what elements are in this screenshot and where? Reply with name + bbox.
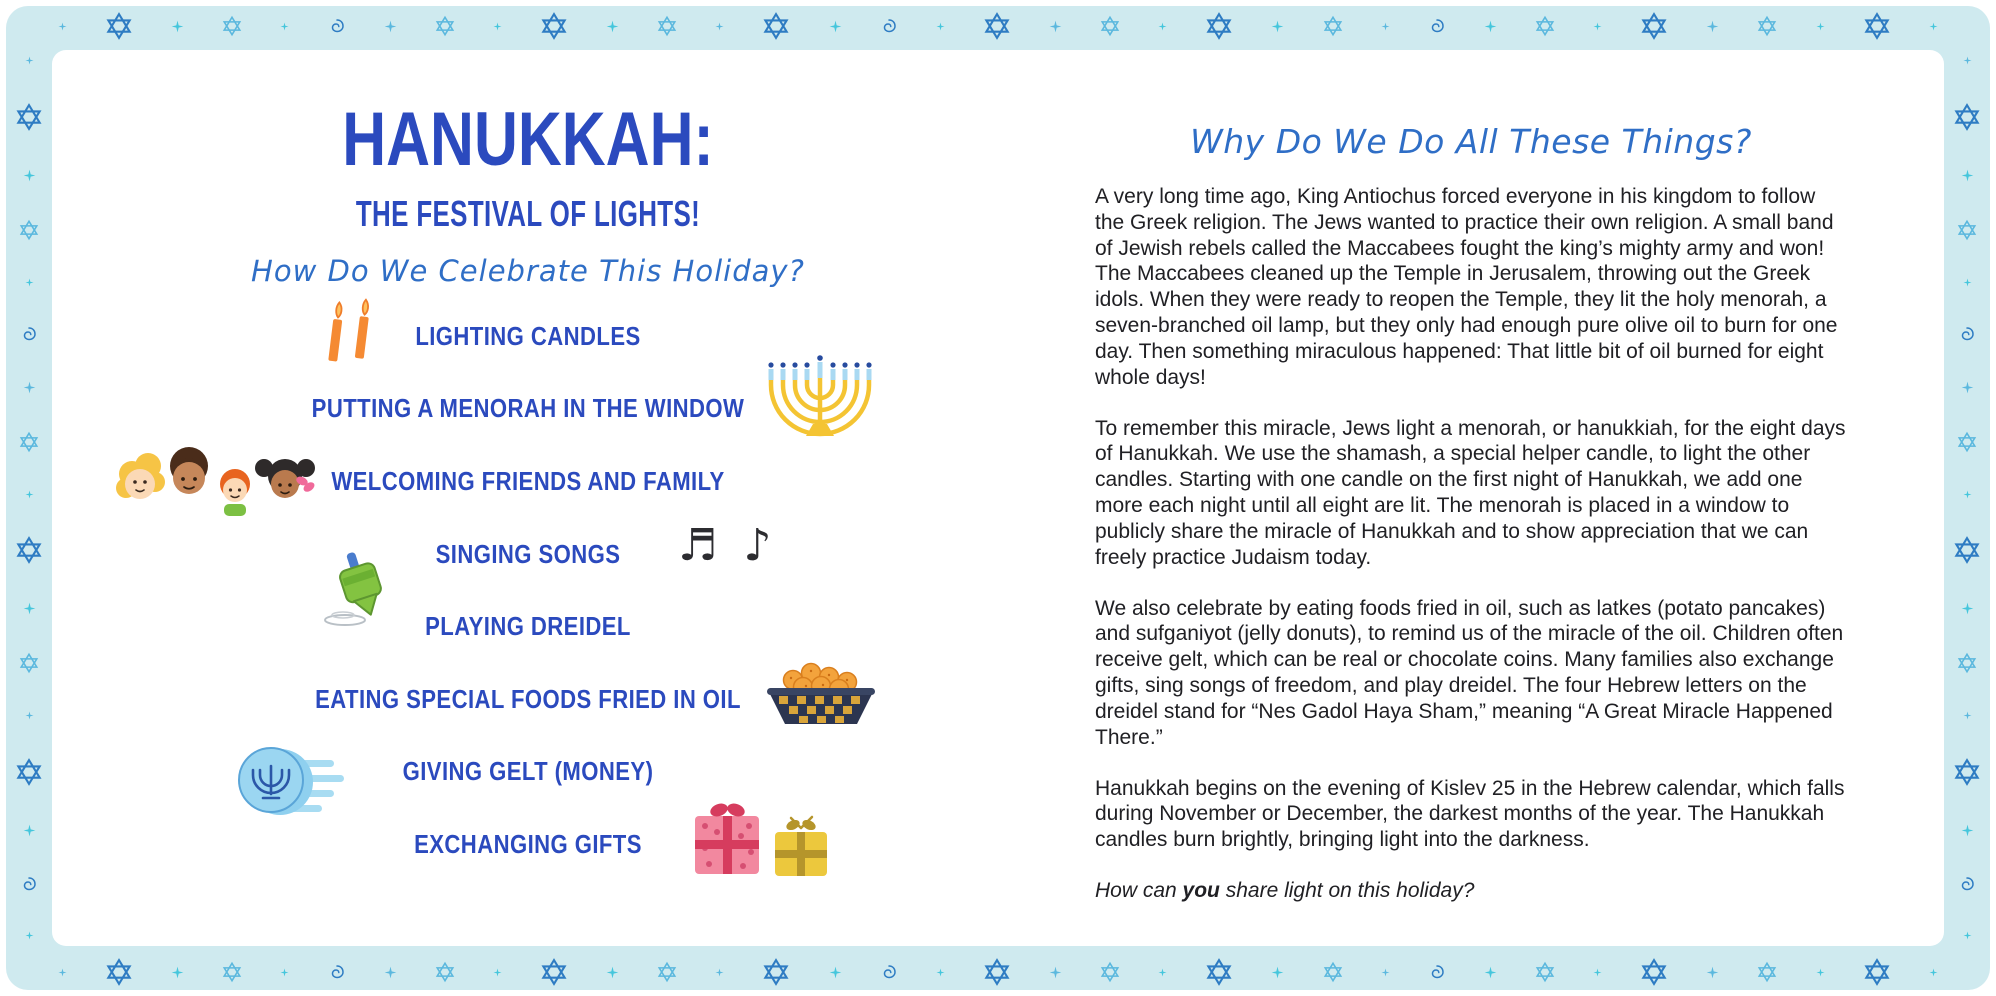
sparkle-icon bbox=[25, 490, 34, 499]
closing-question-suffix: share light on this holiday? bbox=[1219, 879, 1475, 903]
sparkle-icon bbox=[936, 968, 945, 977]
sparkle-icon bbox=[1963, 711, 1972, 720]
star-of-david-icon bbox=[1952, 757, 1982, 787]
sparkle-icon bbox=[493, 968, 502, 977]
swirl-icon bbox=[1427, 16, 1447, 36]
star-of-david-icon bbox=[982, 957, 1012, 987]
sparkle-icon bbox=[1961, 602, 1974, 615]
dreidel-icon bbox=[321, 550, 397, 635]
star-of-david-icon bbox=[1952, 102, 1982, 132]
sparkle-icon bbox=[1484, 20, 1497, 33]
star-of-david-icon bbox=[1204, 11, 1234, 41]
list-item-fried-foods: EATING SPECIAL FOODS FRIED IN OIL bbox=[315, 684, 741, 714]
list-item-lighting-candles: LIGHTING CANDLES bbox=[415, 321, 641, 351]
story-text bbox=[1095, 184, 1847, 929]
sparkle-icon bbox=[1961, 169, 1974, 182]
story-paragraph-4: Hanukkah begins on the evening of Kislev 25 in the Hebrew calendar, which falls during November or December, the darkest months of the year. The Hanukkah candles burn brightly, bringing light into the darkness. bbox=[1095, 776, 1845, 852]
star-of-david-icon bbox=[18, 431, 40, 453]
sparkle-icon bbox=[25, 278, 34, 287]
star-of-david-icon bbox=[1099, 961, 1121, 983]
star-of-david-icon bbox=[539, 957, 569, 987]
sparkle-icon bbox=[1049, 20, 1062, 33]
music-notes-icon: ♬ ♪ bbox=[678, 520, 778, 571]
list-item-exchanging-gifts: EXCHANGING GIFTS bbox=[414, 829, 642, 859]
star-of-david-icon bbox=[1862, 957, 1892, 987]
sparkle-icon bbox=[25, 931, 34, 940]
sparkle-icon bbox=[715, 968, 724, 977]
swirl-icon bbox=[1957, 874, 1977, 894]
sparkle-icon bbox=[1963, 931, 1972, 940]
sparkle-icon bbox=[23, 169, 36, 182]
star-of-david-icon bbox=[1534, 961, 1556, 983]
sparkle-icon bbox=[606, 20, 619, 33]
swirl-icon bbox=[19, 324, 39, 344]
star-of-david-icon bbox=[104, 11, 134, 41]
star-of-david-icon bbox=[18, 219, 40, 241]
star-of-david-icon bbox=[761, 957, 791, 987]
page-subtitle: THE FESTIVAL OF LIGHTS! bbox=[355, 193, 701, 234]
sparkle-icon bbox=[1929, 22, 1938, 31]
gifts-icon bbox=[691, 792, 843, 885]
sparkle-icon bbox=[936, 22, 945, 31]
sparkle-icon bbox=[23, 381, 36, 394]
sparkle-icon bbox=[1961, 381, 1974, 394]
sparkle-icon bbox=[1963, 56, 1972, 65]
sparkle-icon bbox=[1593, 968, 1602, 977]
sparkle-icon bbox=[384, 20, 397, 33]
sparkle-icon bbox=[1963, 278, 1972, 287]
gelt-coins-icon bbox=[232, 734, 344, 831]
fried-foods-basket-icon bbox=[761, 658, 881, 735]
sparkle-icon bbox=[23, 824, 36, 837]
border-decorations-bottom bbox=[58, 949, 1938, 995]
star-of-david-icon bbox=[982, 11, 1012, 41]
story-paragraph-3: We also celebrate by eating foods fried in oil, such as latkes (potato pancakes) and sufganiyot (jelly donuts), to remind us of the miracle of the oil. Children often receive gelt, which can be real or chocolate coins. Many families also exchange gifts, sing songs of freedom, and play dreidel. The four Hebrew letters on the dreidel stand for “Nes Gadol Haya Sham,” meaning “A Great Miracle Happened There.” bbox=[1095, 596, 1844, 749]
right-page-heading: Why Do We Do All These Things? bbox=[1190, 122, 1752, 161]
sparkle-icon bbox=[1271, 20, 1284, 33]
star-of-david-icon bbox=[14, 757, 44, 787]
swirl-icon bbox=[879, 16, 899, 36]
sparkle-icon bbox=[606, 966, 619, 979]
star-of-david-icon bbox=[1756, 15, 1778, 37]
star-of-david-icon bbox=[1322, 961, 1344, 983]
star-of-david-icon bbox=[1956, 431, 1978, 453]
swirl-icon bbox=[327, 16, 347, 36]
swirl-icon bbox=[327, 962, 347, 982]
closing-question-emphasis: you bbox=[1182, 879, 1220, 903]
sparkle-icon bbox=[1381, 22, 1390, 31]
swirl-icon bbox=[1427, 962, 1447, 982]
list-item-menorah-window: PUTTING A MENORAH IN THE WINDOW bbox=[311, 393, 745, 423]
story-paragraph-1: A very long time ago, King Antiochus forced everyone in his kingdom to follow the Greek religion. The Jews wanted to practice their own religion. A small band of Jewish rebels called the Maccabees fought the king’s mighty army and won! The Maccabees cleaned up the Temple in Jerusalem, throwing out the Greek idols. When they were ready to reopen the Temple, they lit the holy menorah, a seven-branched oil lamp, but they only had enough pure olive oil to burn for one day. Then something miraculous happened: That little bit of oil burned for eight whole days! bbox=[1095, 185, 1838, 389]
sparkle-icon bbox=[1381, 968, 1390, 977]
star-of-david-icon bbox=[104, 957, 134, 987]
star-of-david-icon bbox=[761, 11, 791, 41]
sparkle-icon bbox=[23, 602, 36, 615]
closing-question-prefix: How can bbox=[1095, 879, 1183, 903]
star-of-david-icon bbox=[1204, 957, 1234, 987]
sparkle-icon bbox=[171, 966, 184, 979]
sparkle-icon bbox=[1271, 966, 1284, 979]
sparkle-icon bbox=[1961, 824, 1974, 837]
sparkle-icon bbox=[280, 968, 289, 977]
celebrate-question: How Do We Celebrate This Holiday? bbox=[251, 254, 805, 288]
sparkle-icon bbox=[1158, 22, 1167, 31]
left-page bbox=[52, 50, 1004, 946]
list-item-giving-gelt: GIVING GELT (MONEY) bbox=[402, 756, 654, 786]
star-of-david-icon bbox=[18, 652, 40, 674]
star-of-david-icon bbox=[539, 11, 569, 41]
star-of-david-icon bbox=[14, 535, 44, 565]
star-of-david-icon bbox=[1952, 535, 1982, 565]
swirl-icon bbox=[1957, 324, 1977, 344]
sparkle-icon bbox=[1706, 966, 1719, 979]
star-of-david-icon bbox=[656, 15, 678, 37]
star-of-david-icon bbox=[14, 102, 44, 132]
list-item-welcoming: WELCOMING FRIENDS AND FAMILY bbox=[331, 466, 725, 496]
list-item-singing-songs: SINGING SONGS bbox=[435, 539, 621, 569]
star-of-david-icon bbox=[656, 961, 678, 983]
sparkle-icon bbox=[171, 20, 184, 33]
sparkle-icon bbox=[715, 22, 724, 31]
star-of-david-icon bbox=[1956, 219, 1978, 241]
swirl-icon bbox=[879, 962, 899, 982]
sparkle-icon bbox=[1593, 22, 1602, 31]
sparkle-icon bbox=[1816, 22, 1825, 31]
candles-icon bbox=[318, 296, 382, 371]
closing-question bbox=[1095, 878, 1847, 904]
sparkle-icon bbox=[58, 968, 67, 977]
sparkle-icon bbox=[25, 711, 34, 720]
friends-family-faces-icon bbox=[112, 438, 321, 527]
border-decorations-right bbox=[1945, 56, 1989, 940]
star-of-david-icon bbox=[221, 15, 243, 37]
sparkle-icon bbox=[280, 22, 289, 31]
star-of-david-icon bbox=[1639, 11, 1669, 41]
star-of-david-icon bbox=[1756, 961, 1778, 983]
border-decorations-left bbox=[7, 56, 51, 940]
star-of-david-icon bbox=[1534, 15, 1556, 37]
list-item-playing-dreidel: PLAYING DREIDEL bbox=[425, 611, 631, 641]
star-of-david-icon bbox=[1862, 11, 1892, 41]
star-of-david-icon bbox=[1639, 957, 1669, 987]
sparkle-icon bbox=[1158, 968, 1167, 977]
star-of-david-icon bbox=[1322, 15, 1344, 37]
star-of-david-icon bbox=[1099, 15, 1121, 37]
star-of-david-icon bbox=[434, 15, 456, 37]
star-of-david-icon bbox=[434, 961, 456, 983]
story-paragraph-2: To remember this miracle, Jews light a menorah, or hanukkiah, for the eight days of Hanukkah. We use the shamash, a special helper candle, to light the other candles. Starting with one candle on the first night of Hanukkah, we add one more each night until all eight are lit. The menorah is placed in a window to publicly share the miracle of Hanukkah and to show appreciation that we can freely practice Judaism today. bbox=[1095, 416, 1846, 569]
sparkle-icon bbox=[1963, 490, 1972, 499]
book-page bbox=[52, 50, 1944, 946]
star-of-david-icon bbox=[221, 961, 243, 983]
sparkle-icon bbox=[25, 56, 34, 65]
sparkle-icon bbox=[1816, 968, 1825, 977]
sparkle-icon bbox=[1484, 966, 1497, 979]
sparkle-icon bbox=[1929, 968, 1938, 977]
sparkle-icon bbox=[1049, 966, 1062, 979]
sparkle-icon bbox=[1706, 20, 1719, 33]
star-of-david-icon bbox=[1956, 652, 1978, 674]
swirl-icon bbox=[19, 874, 39, 894]
border-decorations-top bbox=[58, 3, 1938, 49]
sparkle-icon bbox=[829, 20, 842, 33]
menorah-icon bbox=[764, 354, 876, 447]
sparkle-icon bbox=[493, 22, 502, 31]
page-title: HANUKKAH: bbox=[342, 97, 714, 182]
sparkle-icon bbox=[58, 22, 67, 31]
sparkle-icon bbox=[829, 966, 842, 979]
sparkle-icon bbox=[384, 966, 397, 979]
